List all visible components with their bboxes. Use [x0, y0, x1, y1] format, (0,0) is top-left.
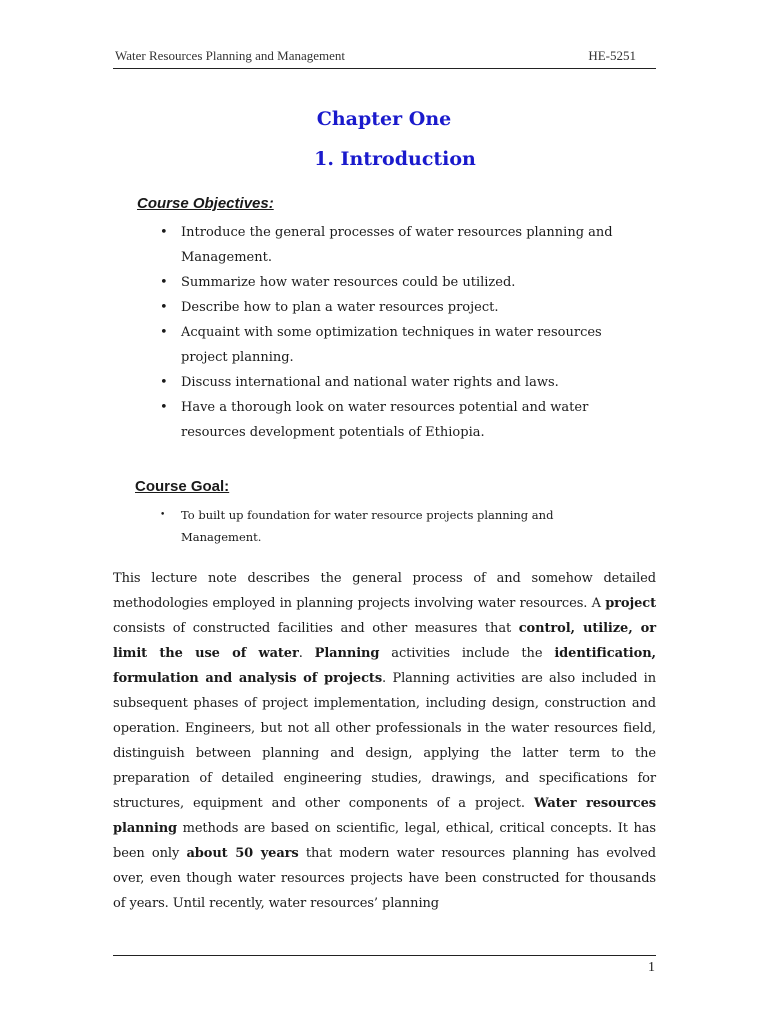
bullet-icon: •: [160, 300, 168, 315]
bullet-icon: •: [160, 510, 166, 520]
chapter-title: Chapter One: [316, 108, 452, 130]
list-item: [157, 220, 627, 270]
goal-text: To built up foundation for water resource projects planning and Management.: [181, 508, 554, 544]
list-item: [157, 295, 627, 320]
goal-heading: Course Goal:: [135, 478, 230, 495]
body-text: consists of constructed facilities and other measures that: [113, 621, 519, 636]
body-paragraph: [113, 566, 656, 916]
page-number: 1: [648, 960, 655, 975]
objective-text: Describe how to plan a water resources project.: [181, 300, 499, 315]
body-text: This lecture note describes the general process of and somehow detailed methodologies employed in planning projects involving water resources. A: [113, 571, 656, 611]
objective-text: Discuss international and national water rights and laws.: [181, 375, 559, 390]
objective-text: Introduce the general processes of water resources planning and Management.: [181, 225, 613, 265]
bullet-icon: •: [160, 325, 168, 340]
bold-term: Water resources planning: [113, 796, 656, 836]
list-item: [157, 270, 627, 295]
bullet-icon: •: [160, 375, 168, 390]
body-text: .: [298, 646, 315, 661]
body-text: . Planning activities are also included in subsequent phases of project implementation, including design, construction and operation. Engineers, but not all other professionals in the water resources field, distinguish between planning and design, applying the latter term to the preparation of detailed engineering studies, drawings, and specifications for structures, equipment and other components of a project.: [113, 671, 657, 811]
bullet-icon: •: [160, 275, 168, 290]
list-item: [157, 395, 627, 445]
bold-term: Planning: [314, 646, 380, 661]
bold-term: control, utilize, or limit the use of water: [113, 621, 656, 661]
section-title: 1. Introduction: [314, 148, 476, 170]
body-text: activities include the: [379, 646, 555, 661]
objective-text: Acquaint with some optimization techniques in water resources project planning.: [181, 325, 602, 365]
bullet-icon: •: [160, 400, 168, 415]
body-text: methods are based on scientific, legal, ethical, critical concepts. It has been only: [113, 821, 656, 861]
bullet-icon: •: [160, 225, 168, 240]
bold-term: project: [605, 596, 656, 611]
bold-term: about 50 years: [186, 846, 299, 861]
header-course-code: HE-5251: [588, 48, 636, 63]
objective-text: Have a thorough look on water resources potential and water resources development potentials of Ethiopia.: [181, 400, 589, 440]
body-text: that modern water resources planning has evolved over, even though water resources projects have been constructed for thousands of years. Until recently, water resources’ planning: [113, 846, 656, 911]
footer-divider: [113, 955, 656, 956]
list-item: [157, 320, 627, 370]
header-course-title: Water Resources Planning and Management: [115, 48, 345, 63]
list-item: [157, 370, 627, 395]
goal-list: [157, 504, 597, 548]
objectives-heading: Course Objectives:: [137, 195, 274, 212]
objective-text: Summarize how water resources could be utilized.: [181, 275, 516, 290]
list-item: [157, 504, 597, 548]
objectives-list: [157, 220, 627, 445]
running-header: [113, 46, 656, 69]
bold-term: identification, formulation and analysis of projects: [113, 646, 656, 686]
